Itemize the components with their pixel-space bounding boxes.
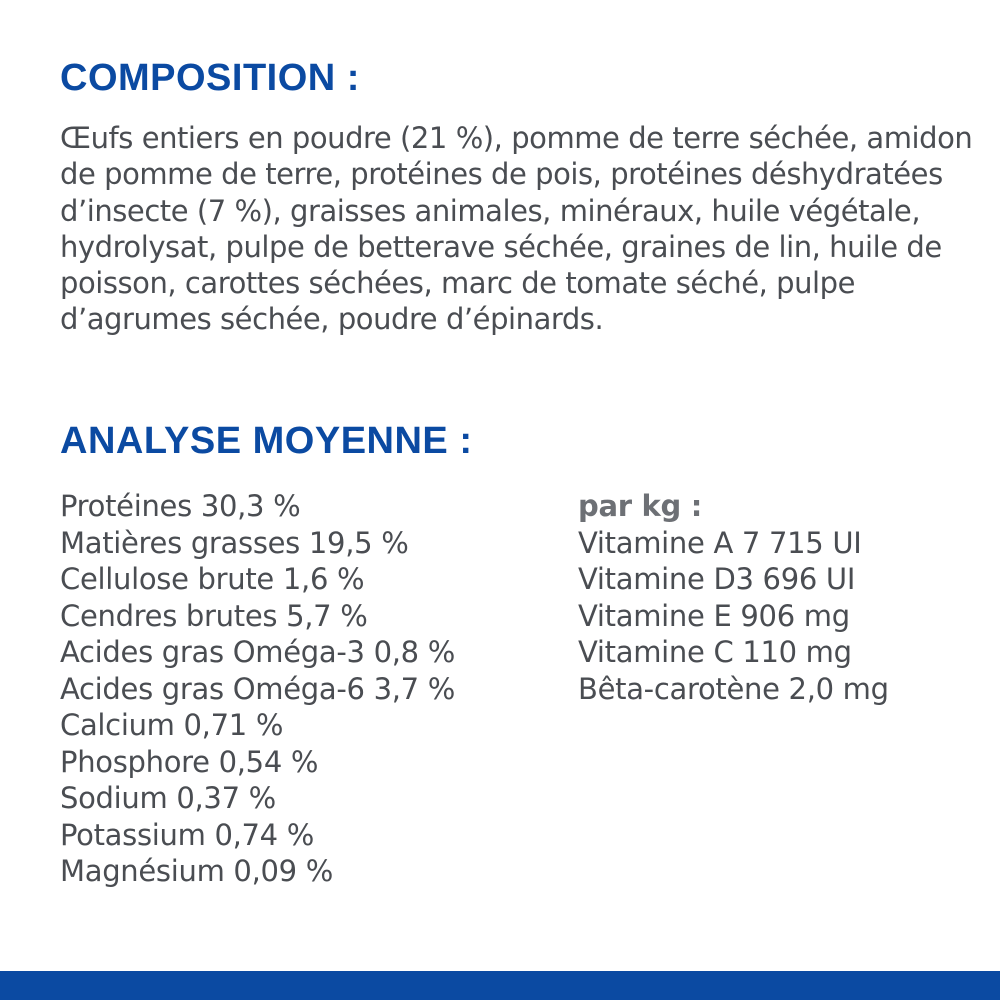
nutrient-item: Protéines 30,3 % <box>60 489 301 523</box>
nutrient-item: Matières grasses 19,5 % <box>60 525 409 560</box>
vitamin-list <box>578 488 889 707</box>
analysis-heading: ANALYSE MOYENNE : <box>60 420 473 462</box>
nutrient-item: Phosphore 0,54 % <box>60 744 319 779</box>
nutrient-list <box>60 488 455 890</box>
composition-text: Œufs entiers en poudre (21 %), pomme de terre séchée, amidon de pomme de terre, protéines de pois, protéines déshydratées d’insecte (7 %), graisses animales, minéraux, huile végétale, hydrolysat, pulpe de betterave séchée, graines de lin, huile de poisson, carottes séchées, marc de tomate séché, pulpe d’agrumes séchée, poudre d’épinards. <box>60 121 973 337</box>
per-kg-label: par kg : <box>578 489 703 523</box>
nutrient-item: Potassium 0,74 % <box>60 817 315 852</box>
nutrient-item: Acides gras Oméga-3 0,8 % <box>60 635 455 669</box>
vitamin-item: Vitamine A 7 715 UI <box>578 525 862 560</box>
composition-heading: COMPOSITION : <box>60 57 360 99</box>
nutrient-item: Sodium 0,37 % <box>60 781 276 815</box>
vitamin-item: Bêta-carotène 2,0 mg <box>578 671 889 706</box>
nutrient-item: Magnésium 0,09 % <box>60 854 333 888</box>
vitamin-item: Vitamine D3 696 UI <box>578 562 856 596</box>
vitamin-item: Vitamine E 906 mg <box>578 598 850 633</box>
nutrient-item: Acides gras Oméga-6 3,7 % <box>60 671 455 706</box>
vitamin-item: Vitamine C 110 mg <box>578 635 852 669</box>
nutrient-item: Cendres brutes 5,7 % <box>60 598 368 633</box>
nutrient-item: Cellulose brute 1,6 % <box>60 562 365 596</box>
nutrient-item: Calcium 0,71 % <box>60 708 284 742</box>
bottom-band <box>0 971 1000 1000</box>
